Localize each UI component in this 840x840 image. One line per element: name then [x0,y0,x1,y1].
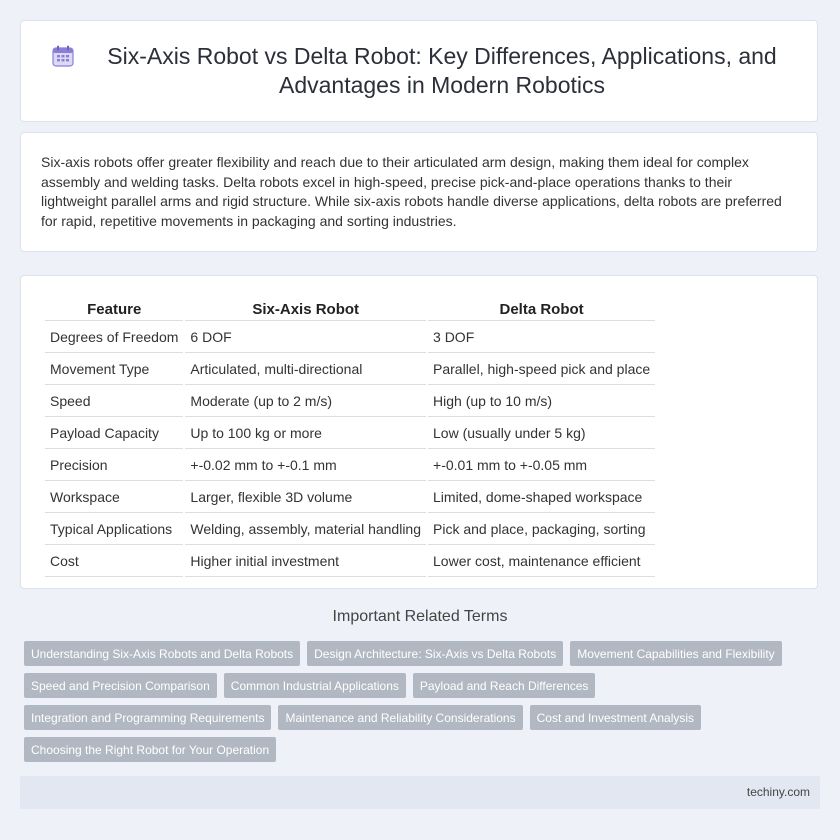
cell-six-axis: Articulated, multi-directional [185,355,426,385]
cell-six-axis: +-0.02 mm to +-0.1 mm [185,451,426,481]
related-term-tag[interactable]: Maintenance and Reliability Considerations [278,705,522,730]
cell-six-axis: Higher initial investment [185,547,426,577]
intro-card [20,132,818,252]
cell-six-axis: Up to 100 kg or more [185,419,426,449]
page-title: Six-Axis Robot vs Delta Robot: Key Differences, Applications, and Advantages in Modern Robotics [107,43,777,98]
table-row [45,323,655,353]
table-header-row [45,298,655,321]
related-terms-heading: Important Related Terms [332,608,508,625]
related-term-tag[interactable]: Cost and Investment Analysis [530,705,701,730]
comparison-table [43,296,657,579]
cell-feature: Speed [45,387,183,417]
cell-six-axis: Welding, assembly, material handling [185,515,426,545]
related-term-tag[interactable]: Choosing the Right Robot for Your Operation [24,737,276,762]
header-delta: Delta Robot [428,298,655,321]
table-row [45,451,655,481]
cell-delta: Low (usually under 5 kg) [428,419,655,449]
related-terms-list [24,641,824,769]
related-term-tag[interactable]: Speed and Precision Comparison [24,673,217,698]
cell-feature: Typical Applications [45,515,183,545]
cell-six-axis: Moderate (up to 2 m/s) [185,387,426,417]
cell-feature: Degrees of Freedom [45,323,183,353]
footer-site-link[interactable]: techiny.com [746,785,810,799]
related-term-tag[interactable]: Common Industrial Applications [224,673,406,698]
related-term-tag[interactable]: Integration and Programming Requirements [24,705,271,730]
cell-six-axis: 6 DOF [185,323,426,353]
title-card [20,20,818,122]
header-six-axis: Six-Axis Robot [185,298,426,321]
table-row [45,515,655,545]
cell-feature: Movement Type [45,355,183,385]
cell-feature: Payload Capacity [45,419,183,449]
cell-delta: Limited, dome-shaped workspace [428,483,655,513]
related-term-tag[interactable]: Understanding Six-Axis Robots and Delta Robots [24,641,300,666]
cell-delta: Pick and place, packaging, sorting [428,515,655,545]
cell-six-axis: Larger, flexible 3D volume [185,483,426,513]
table-row [45,355,655,385]
intro-paragraph: Six-axis robots offer greater flexibility and reach due to their articulated arm design, making them ideal for complex assembly and welding tasks. Delta robots excel in high-speed, precise pick-and-place operations thanks to their lightweight parallel arms and rigid structure. While six-axis robots handle diverse applications, delta robots are preferred for rapid, repetitive movements in packaging and sorting industries. [41,154,782,229]
related-term-tag[interactable]: Payload and Reach Differences [413,673,596,698]
title-wrap [21,42,817,100]
footer [20,776,820,809]
cell-delta: Parallel, high-speed pick and place [428,355,655,385]
table-row [45,419,655,449]
cell-feature: Cost [45,547,183,577]
cell-delta: +-0.01 mm to +-0.05 mm [428,451,655,481]
table-row [45,547,655,577]
cell-delta: Lower cost, maintenance efficient [428,547,655,577]
calendar-icon [51,44,75,68]
table-row [45,483,655,513]
comparison-card [20,275,818,589]
related-term-tag[interactable]: Movement Capabilities and Flexibility [570,641,781,666]
cell-delta: High (up to 10 m/s) [428,387,655,417]
header-feature: Feature [45,298,183,321]
cell-feature: Precision [45,451,183,481]
cell-delta: 3 DOF [428,323,655,353]
table-row [45,387,655,417]
related-term-tag[interactable]: Design Architecture: Six-Axis vs Delta Robots [307,641,563,666]
cell-feature: Workspace [45,483,183,513]
